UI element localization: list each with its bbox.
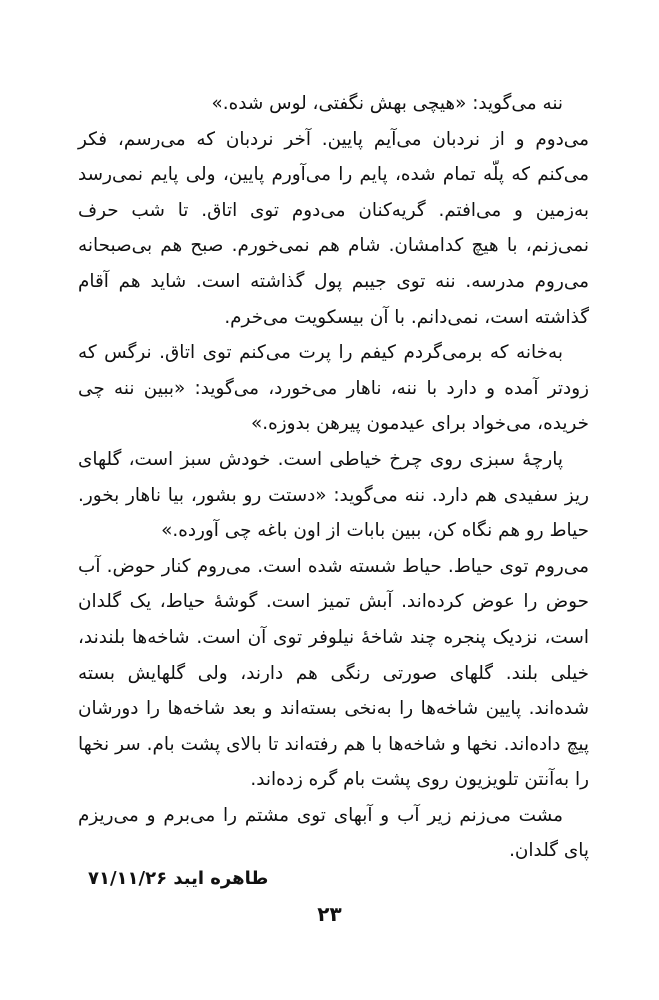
paragraph-6: مشت می‌زنم زیر آب و آبهای توی مشتم را می‌برم و می‌ریزم پای گلدان. xyxy=(78,804,589,862)
page-number: ۲۳ xyxy=(317,902,342,926)
paragraph-5: می‌روم توی حیاط. حیاط شسته شده است. می‌روم کنار حوض. آب حوض را عوض کرده‌اند. آبش تمیز است. گوشهٔ حیاط، یک گلدان است، نزدیک پنجره چند شاخهٔ نیلوفر توی آن است. شاخه‌ها بلندند، خیلی بلند. گلهای صورتی رنگی هم دارند، ولی گلهایش بسته شده‌اند. پایین شاخه‌ها را به‌نخی بسته‌اند و بعد شاخه‌ها را دورشان پیچ داده‌اند. نخها و شاخه‌ها با هم رفته‌اند تا بالای پشت بام. سر نخها را به‌آنتن تلویزیون روی پشت بام گره زده‌اند. xyxy=(78,555,589,791)
paragraph-4: پارچهٔ سبزی روی چرخ خیاطی است. خودش سبز است، گلهای ریز سفیدی هم دارد. ننه می‌گوید: «دستت رو بشور، بیا ناهار بخور. حیاط رو هم نگاه کن، ببین بابات از اون باغه چی آورده.» xyxy=(78,448,589,542)
story-text xyxy=(78,86,589,869)
author-signature-date: طاهره ایبد ۷۱/۱۱/۲۶ xyxy=(88,868,269,889)
paragraph-3: به‌خانه که برمی‌گردم کیفم را پرت می‌کنم توی اتاق. نرگس که زودتر آمده و دارد با ننه، ناهار می‌خورد، می‌گوید: «ببین ننه چی خریده، می‌خواد برای عیدمون پیرهن بدوزه.» xyxy=(78,342,589,435)
paragraph-2: می‌دوم و از نردبان می‌آیم پایین. آخر نردبان که می‌رسم، فکر می‌کنم که پلّه تمام شده، پایم را می‌آورم پایین، ولی پایم نمی‌رسد به‌زمین و می‌افتم. گریه‌کنان می‌دوم توی اتاق. تا شب حرف نمی‌زنم، با هیچ کدامشان. شام هم نمی‌خورم. صبح هم بی‌صبحانه می‌روم مدرسه. ننه توی جیبم پول گذاشته است. شاید هم آقام گذاشته است، نمی‌دانم. با آن بیسکویت می‌خرم. xyxy=(78,128,589,328)
paragraph-1: ننه می‌گوید: «هیچی بهش نگفتی، لوس شده.» xyxy=(211,93,563,114)
